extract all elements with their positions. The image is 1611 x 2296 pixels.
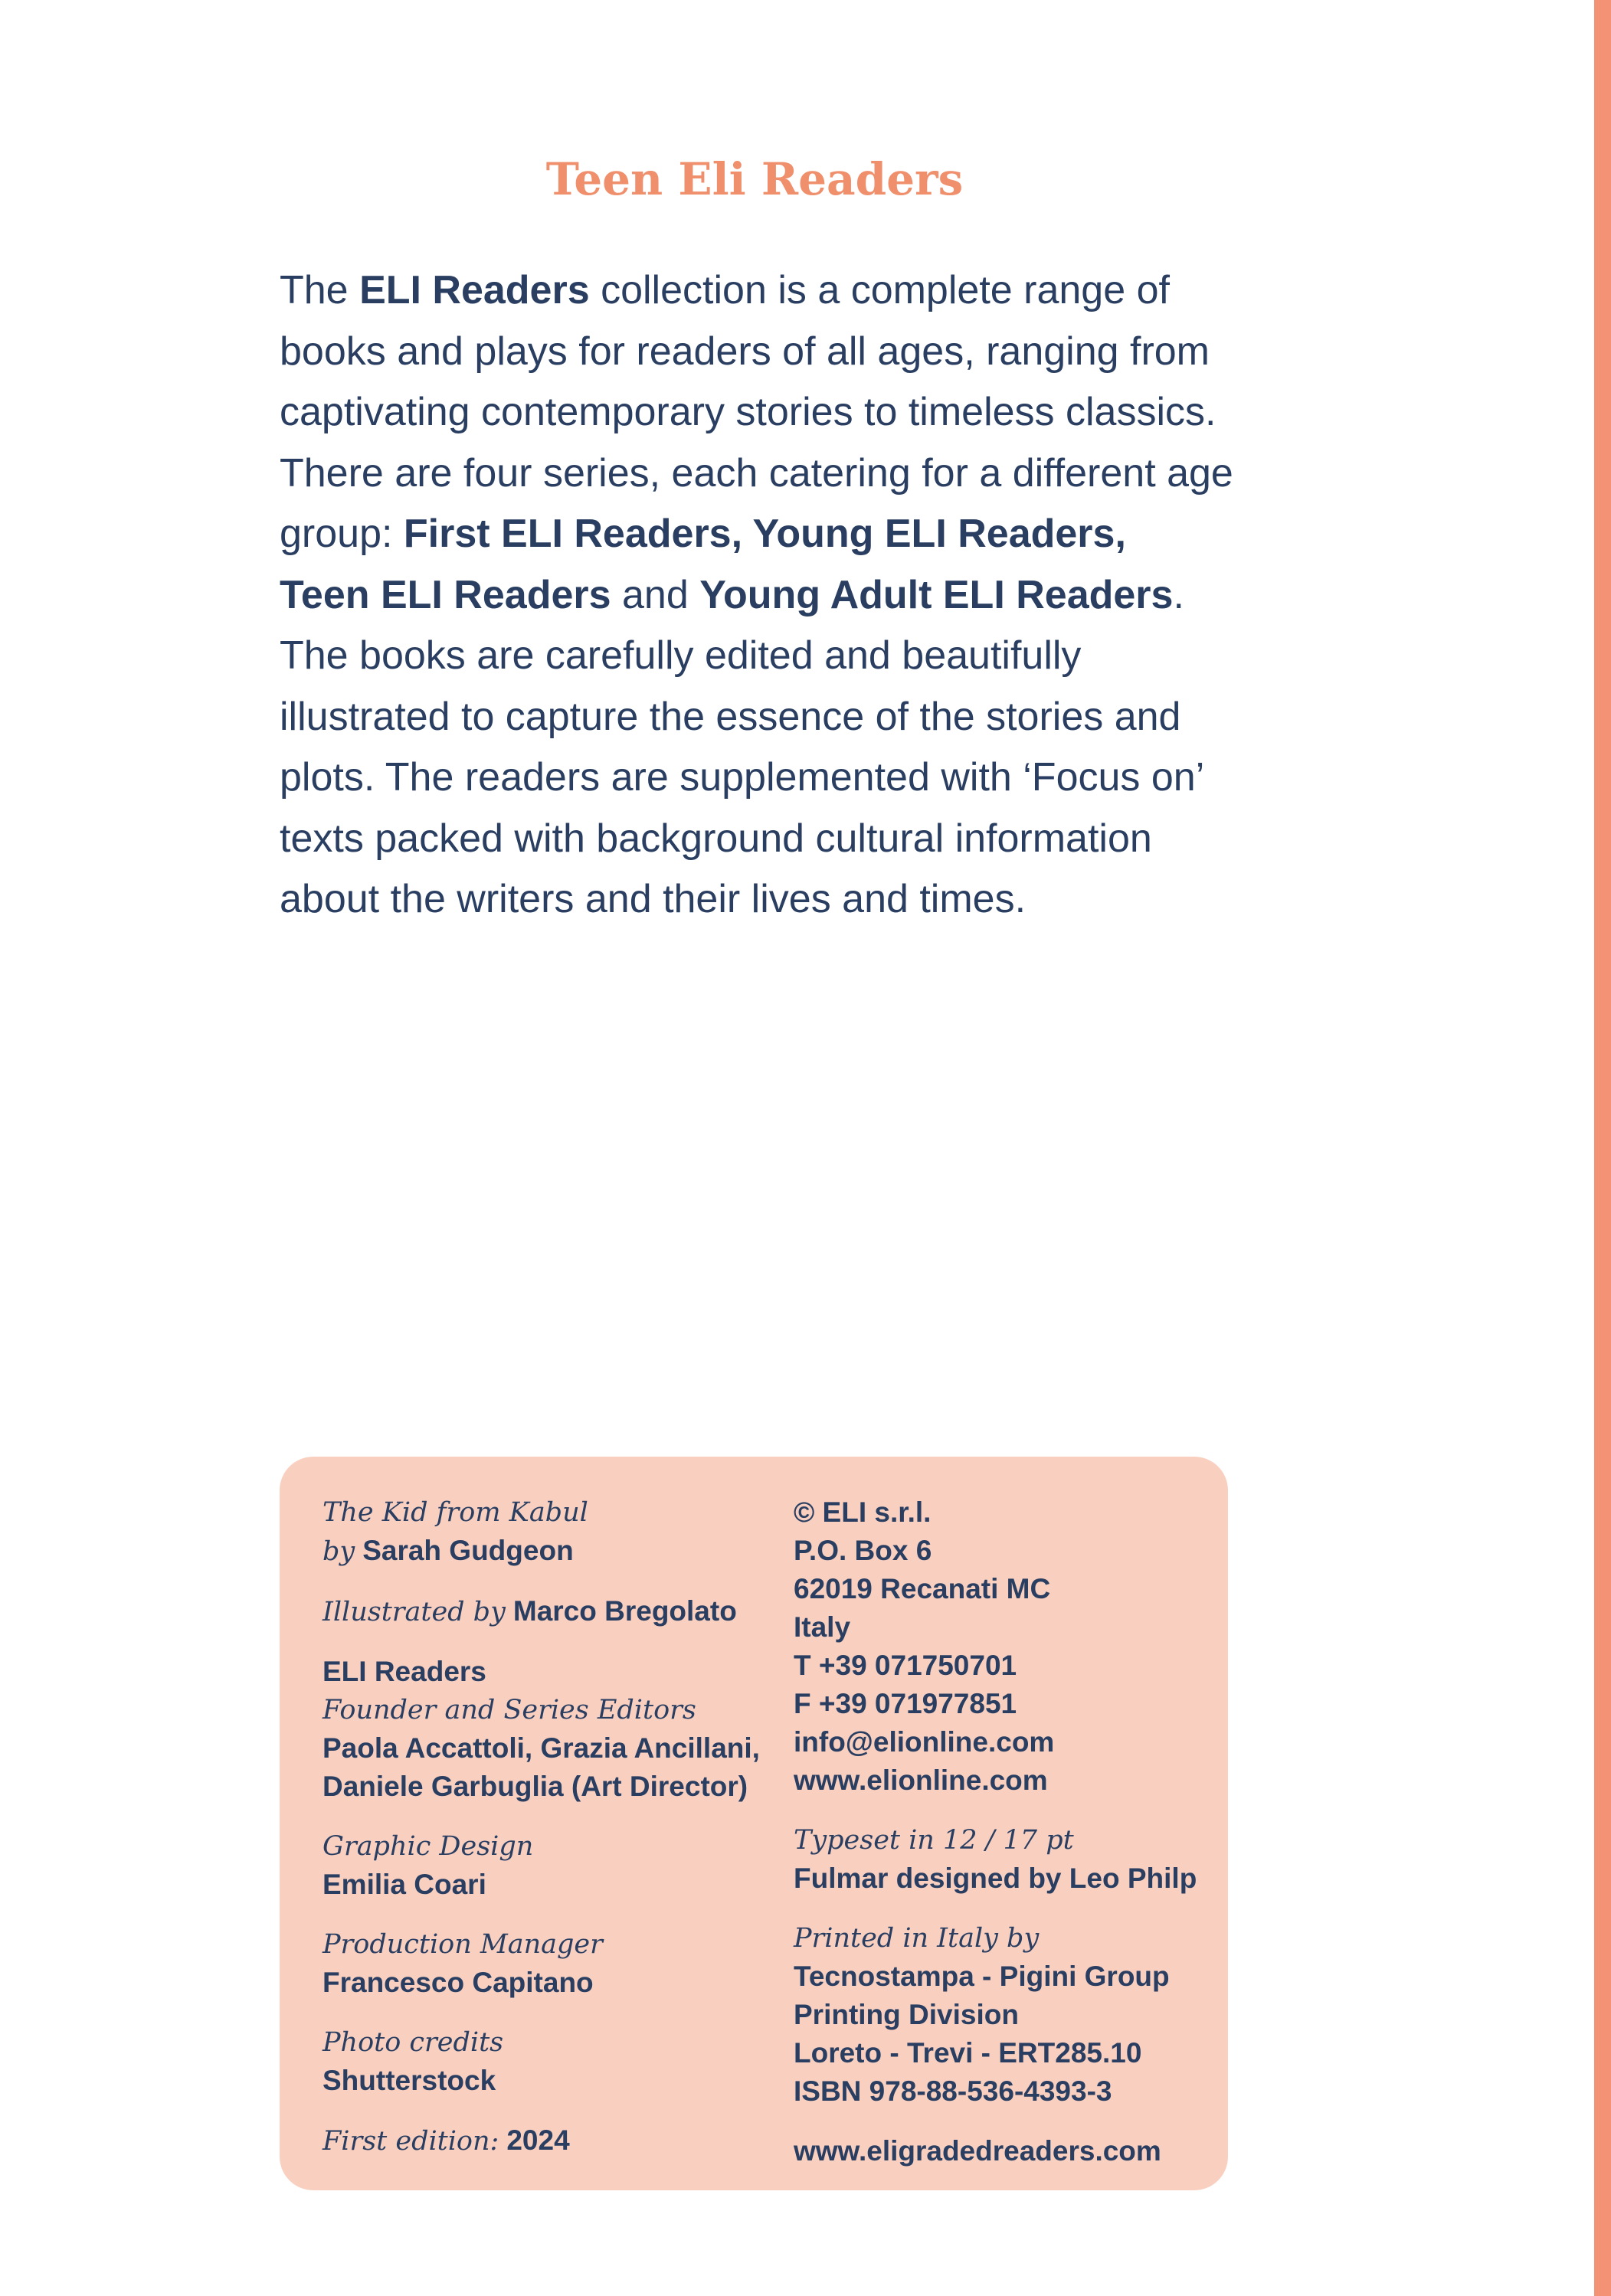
printer-line-3: Loreto - Trevi - ERT285.10 (794, 2037, 1142, 2069)
typeface-name: Fulmar designed by Leo Philp (794, 1863, 1197, 1894)
edition-info (323, 2121, 751, 2160)
graded-site-info (794, 2132, 1207, 2170)
publisher-name: © ELI s.r.l. (794, 1496, 932, 1528)
email-link[interactable]: info@elionline.com (794, 1726, 1055, 1758)
book-title: The Kid from Kabul (323, 1497, 588, 1528)
intro-text-1: The (280, 268, 360, 312)
country: Italy (794, 1611, 851, 1643)
editors-label: Founder and Series Editors (323, 1695, 696, 1725)
fax-number: F +39 071977851 (794, 1688, 1017, 1719)
phone-number: T +39 071750701 (794, 1650, 1017, 1681)
intro-and: and (611, 572, 700, 617)
printed-label: Printed in Italy by (794, 1923, 1040, 1954)
credits-box (280, 1457, 1228, 2190)
editors-line-2: Daniele Garbuglia (Art Director) (323, 1771, 748, 1802)
intro-series-young-adult: Young Adult ELI Readers (699, 572, 1174, 617)
intro-paragraph (280, 260, 1260, 931)
intro-series-first-young: First ELI Readers, Young ELI Readers, (403, 512, 1126, 556)
edition-line (323, 2121, 751, 2160)
design-info (323, 1827, 751, 1904)
author-name: Sarah Gudgeon (362, 1535, 574, 1566)
website-link[interactable]: www.elionline.com (794, 1765, 1048, 1796)
photo-info (323, 2023, 751, 2100)
edge-stripe (1594, 0, 1611, 2296)
edition-label: First edition: (323, 2126, 499, 2157)
photo-label: Photo credits (323, 2027, 504, 2058)
po-box: P.O. Box 6 (794, 1535, 932, 1566)
publisher-info (794, 1493, 1207, 1800)
illustrated-label: Illustrated by (323, 1597, 506, 1627)
intro-text-3: . The books are carefully edited and beautifully illustrated to capture the essence of the stories and plots. The readers are supplemented with ‘Focus on’ texts packed with background cultural information about the writers and their lives and times. (280, 572, 1203, 921)
intro-eli-readers: ELI Readers (359, 268, 590, 312)
illustrator-line (323, 1592, 751, 1631)
isbn: ISBN 978-88-536-4393-3 (794, 2075, 1112, 2107)
edition-year: 2024 (506, 2124, 570, 2156)
production-info (323, 1925, 751, 2002)
editors-line-1: Paola Accattoli, Grazia Ancillani, (323, 1732, 760, 1764)
collection-name: ELI Readers (323, 1656, 486, 1687)
illustrator-name: Marco Bregolato (512, 1595, 737, 1627)
by-label: by (323, 1536, 355, 1567)
author-line (323, 1532, 751, 1571)
typeset-label: Typeset in 12 / 17 pt (794, 1825, 1074, 1856)
production-manager-name: Francesco Capitano (323, 1967, 594, 1998)
editors-info (323, 1653, 760, 1806)
printer-line-1: Tecnostampa - Pigini Group (794, 1961, 1170, 1992)
book-info (323, 1493, 751, 1571)
designer-name: Emilia Coari (323, 1869, 486, 1900)
illustrator-info (323, 1592, 751, 1631)
printer-line-2: Printing Division (794, 1999, 1019, 2030)
credits-right-column (794, 1493, 1207, 2170)
printer-info (794, 1919, 1207, 2111)
intro-series-teen: Teen ELI Readers (280, 572, 611, 617)
typeset-info (794, 1821, 1207, 1898)
series-title: Teen Eli Readers (545, 153, 964, 205)
production-label: Production Manager (323, 1929, 603, 1960)
city-line: 62019 Recanati MC (794, 1573, 1051, 1604)
credits-left-column (323, 1493, 760, 2160)
design-label: Graphic Design (323, 1831, 534, 1862)
intro-text-2: collection is a complete range of books and plays for readers of all ages, ranging from captivating contemporary stories to timeless classics. There are four series, each catering for a different age group: (280, 268, 1233, 556)
photo-source: Shutterstock (323, 2065, 496, 2096)
graded-readers-link[interactable]: www.eligradedreaders.com (794, 2135, 1161, 2167)
